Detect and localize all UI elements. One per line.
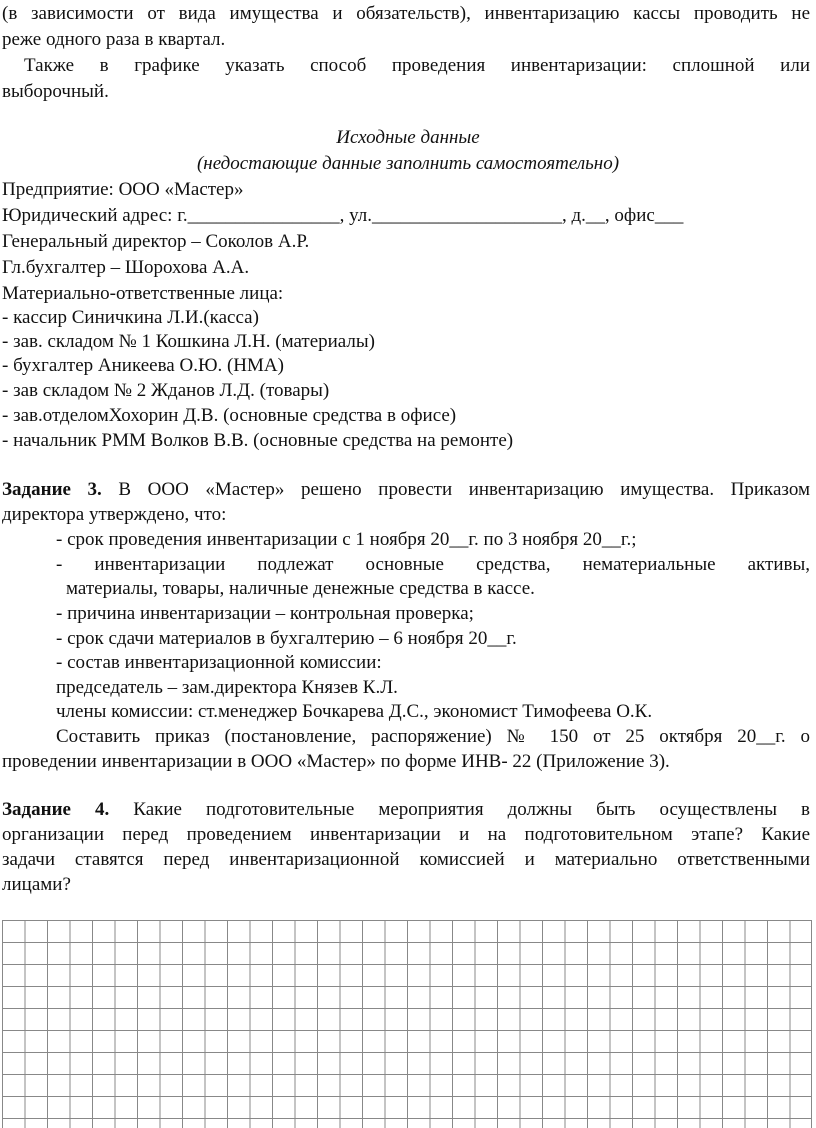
intro-line: (в зависимости от вида имущества и обязательств), инвентаризацию кассы проводить не <box>2 3 810 24</box>
task3-item: председатель – зам.директора Князев К.Л. <box>56 677 398 698</box>
task3-line: Составить приказ (постановление, распоряжение) № 150 от 25 октября 20__г. о <box>56 726 810 747</box>
intro-line: выборочный. <box>2 81 109 102</box>
task3-item: - инвентаризации подлежат основные средства, нематериальные активы, <box>56 554 810 575</box>
task3-item: - срок проведения инвентаризации с 1 ноября 20__г. по 3 ноября 20__г.; <box>56 529 637 550</box>
grid-lines <box>2 920 812 1128</box>
intro-line: реже одного раза в квартал. <box>2 29 226 50</box>
task3-item: материалы, товары, наличные денежные средства в кассе. <box>66 578 535 599</box>
task4-paragraph <box>2 798 810 822</box>
task4-line: задачи ставятся перед инвентаризационной комиссией и материально ответственными <box>2 849 810 870</box>
task3-text: В ООО «Мастер» решено провести инвентаризацию имущества. Приказом <box>101 479 810 500</box>
task4-line: лицами? <box>2 874 71 895</box>
director-line: Генеральный директор – Соколов А.Р. <box>2 231 310 252</box>
responsible-item: - зав складом № 2 Жданов Л.Д. (товары) <box>2 380 330 401</box>
task4-text: Какие подготовительные мероприятия должны быть осуществлены в <box>109 799 810 820</box>
task3-paragraph <box>2 478 810 502</box>
responsible-header: Материально-ответственные лица: <box>2 283 284 304</box>
source-title: Исходные данные <box>336 127 480 148</box>
responsible-item: - зав. складом № 1 Кошкина Л.Н. (материалы) <box>2 331 375 352</box>
source-subtitle: (недостающие данные заполнить самостоятельно) <box>196 153 620 174</box>
task3-line: директора утверждено, что: <box>2 504 227 525</box>
responsible-item: - начальник РММ Волков В.В. (основные средства на ремонте) <box>2 430 514 451</box>
task3-item: - состав инвентаризационной комиссии: <box>56 652 382 673</box>
responsible-item: - зав.отделомХохорин Д.В. (основные средства в офисе) <box>2 405 457 426</box>
task3-label: Задание 3. <box>2 479 102 500</box>
intro-line: Также в графике указать способ проведения инвентаризации: сплошной или <box>24 55 810 76</box>
answer-grid <box>2 920 812 1128</box>
task3-item: - причина инвентаризации – контрольная проверка; <box>56 603 474 624</box>
responsible-item: - бухгалтер Аникеева О.Ю. (НМА) <box>2 355 284 376</box>
task3-item: члены комиссии: ст.менеджер Бочкарева Д.С., экономист Тимофеева О.К. <box>56 701 653 722</box>
task4-line: организации перед проведением инвентаризации и на подготовительном этапе? Какие <box>2 824 810 845</box>
address-line: Юридический адрес: г.________________, ул.____________________, д.__, офис___ <box>2 205 684 226</box>
company-line: Предприятие: ООО «Мастер» <box>2 179 244 200</box>
task3-item: - срок сдачи материалов в бухгалтерию – 6 ноября 20__г. <box>56 628 517 649</box>
accountant-line: Гл.бухгалтер – Шорохова А.А. <box>2 257 250 278</box>
responsible-item: - кассир Синичкина Л.И.(касса) <box>2 307 259 328</box>
task3-line: проведении инвентаризации в ООО «Мастер» по форме ИНВ- 22 (Приложение 3). <box>2 751 670 772</box>
task4-label: Задание 4. <box>2 799 110 820</box>
